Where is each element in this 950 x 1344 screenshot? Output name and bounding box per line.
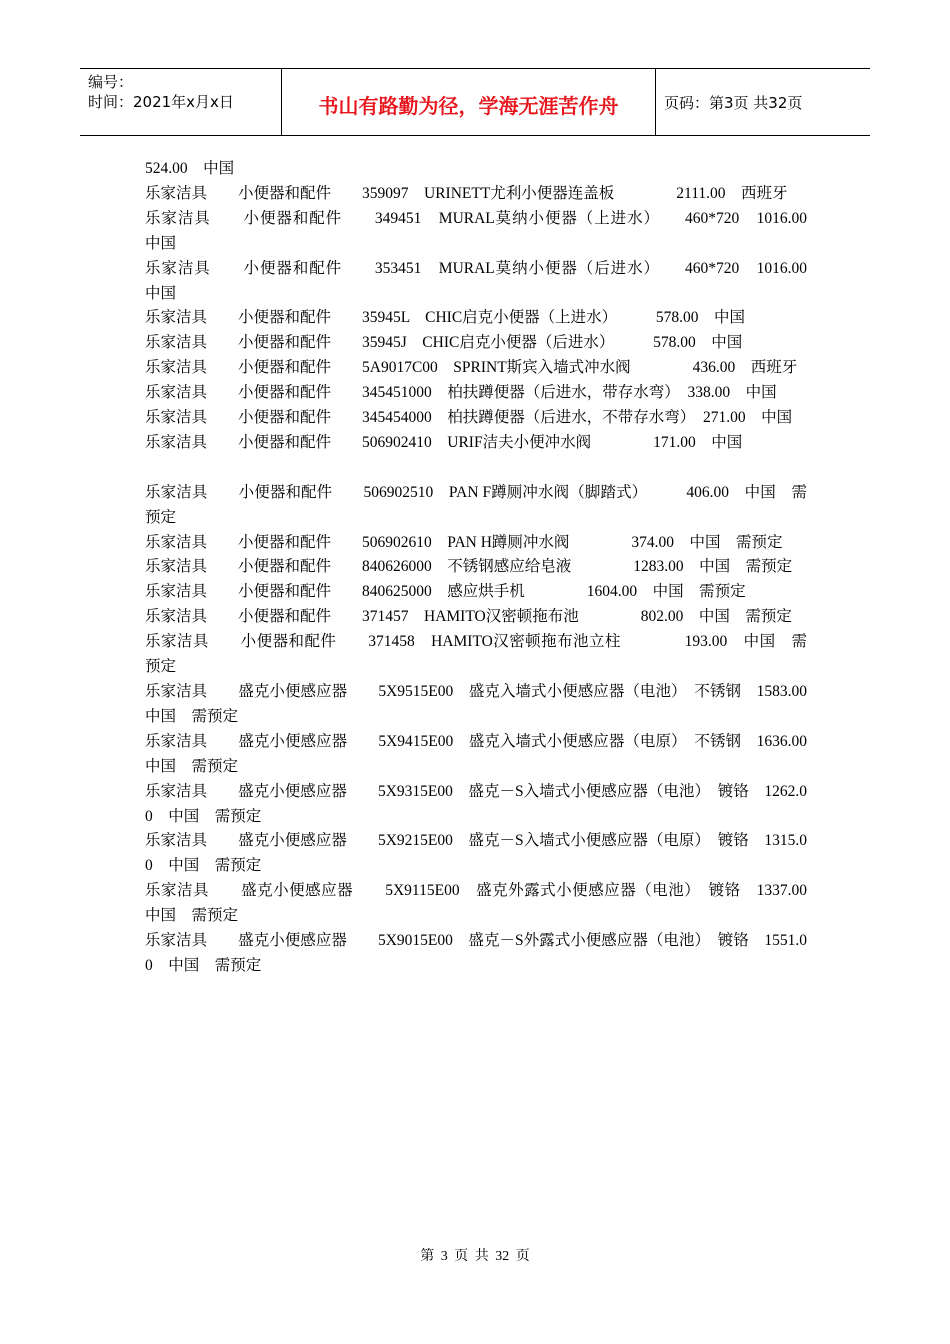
price-list-entry: 乐家洁具 盛克小便感应器 5X9515E00 盛克入墙式小便感应器（电池） 不锈钢 1583.00 中国 需预定: [145, 683, 823, 725]
price-list-entry: 乐家洁具 小便器和配件 506902610 PAN H蹲厕冲水阀 374.00 中国 需预定: [145, 533, 783, 551]
price-list-entry: 乐家洁具 盛克小便感应器 5X9415E00 盛克入墙式小便感应器（电原） 不锈钢 1636.00 中国 需预定: [145, 732, 823, 775]
header-meta: [80, 69, 282, 135]
price-list-entry: 524.00 中国: [145, 160, 235, 177]
price-list-entry: 乐家洁具 小便器和配件 5A9017C00 SPRINT斯宾入墙式冲水阀 436.00 西班牙: [145, 359, 798, 377]
price-list-entry: 乐家洁具 小便器和配件 506902510 PAN F蹲厕冲水阀（脚踏式） 406.00 中国 需预定: [145, 483, 807, 526]
price-list-entry: 乐家洁具 盛克小便感应器 5X9115E00 盛克外露式小便感应器（电池） 镀铬 1337.00 中国 需预定: [145, 882, 823, 925]
price-list-entry: 乐家洁具 小便器和配件 359097 URINETT尤利小便器连盖板 2111.00 西班牙: [145, 184, 788, 202]
price-list-entry: 乐家洁具 小便器和配件 353451 MURAL莫纳小便器（后进水） 460*720 1016.00 中国: [145, 259, 823, 302]
price-list-entry: 乐家洁具 小便器和配件 840625000 感应烘手机 1604.00 中国 需预定: [145, 583, 746, 601]
page-footer: 第 3 页 共 32 页: [420, 1249, 530, 1264]
price-list-body: [145, 157, 823, 979]
price-list-entry: 乐家洁具 小便器和配件 840626000 不锈钢感应给皂液 1283.00 中国 需预定: [145, 558, 793, 576]
document-number-label: 编号：: [88, 73, 134, 91]
price-list-entry: 乐家洁具 小便器和配件 345451000 柏扶蹲便器（后进水，带存水弯） 338.00 中国: [145, 384, 777, 402]
price-list-entry: 乐家洁具 小便器和配件 506902410 URIF洁夫小便冲水阀 171.00 中国: [145, 433, 743, 451]
price-list-entry: 乐家洁具 小便器和配件 345454000 柏扶蹲便器（后进水，不带存水弯） 271.00 中国: [145, 409, 793, 427]
document-time-label: 时间：2021年x月x日: [88, 93, 234, 111]
price-list-entry: 乐家洁具 盛克小便感应器 5X9015E00 盛克－S外露式小便感应器（电池） 镀铬 1551.00 中国 需预定: [145, 932, 807, 974]
header-page-code: 页码：第3页 共32页: [664, 93, 803, 112]
price-list-entry: 乐家洁具 小便器和配件 35945J CHIC启克小便器（后进水） 578.00 中国: [145, 334, 743, 352]
price-list-entry: 乐家洁具 盛克小便感应器 5X9315E00 盛克－S入墙式小便感应器（电池） 镀铬 1262.00 中国 需预定: [145, 782, 807, 825]
price-list-entry: 乐家洁具 盛克小便感应器 5X9215E00 盛克－S入墙式小便感应器（电原） 镀铬 1315.00 中国 需预定: [145, 832, 807, 875]
header-motto: 书山有路勤为径，学海无涯苦作舟: [282, 69, 656, 135]
price-list-entry: 乐家洁具 小便器和配件 371458 HAMITO汉密顿拖布池立柱 193.00 中国 需预定: [145, 633, 807, 676]
page-header: [80, 68, 870, 136]
price-list-entry: 乐家洁具 小便器和配件 349451 MURAL莫纳小便器（上进水） 460*720 1016.00 中国: [145, 209, 823, 252]
price-list-entry: 乐家洁具 小便器和配件 35945L CHIC启克小便器（上进水） 578.00 中国: [145, 309, 746, 327]
price-list-entry: 乐家洁具 小便器和配件 371457 HAMITO汉密顿拖布池 802.00 中国 需预定: [145, 608, 792, 626]
